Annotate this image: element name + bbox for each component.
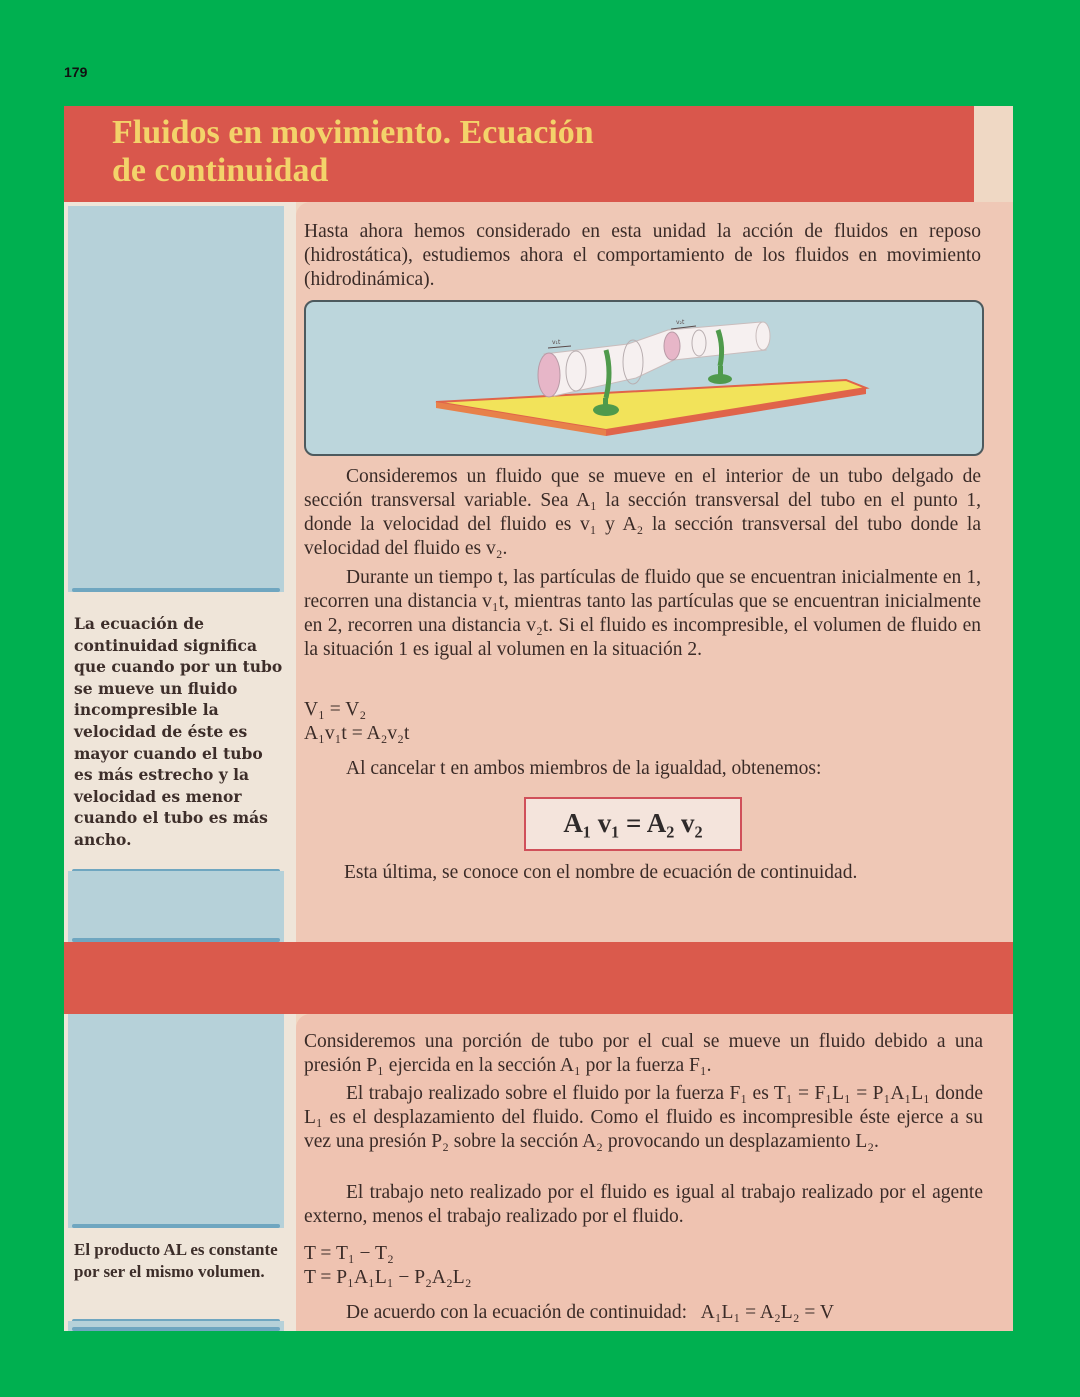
paragraph-cancel-t: Al cancelar t en ambos miembros de la igualdad, obtenemos: (346, 758, 822, 779)
section-divider-band (64, 942, 1013, 1014)
paragraph-pressure: Consideremos una porción de tubo por el cual se mueve un fluido debido a una presión P₁ ejercida en la sección A₁ por la fuerza F₁. (304, 1031, 983, 1076)
sidebar-blue-block-3 (68, 1014, 284, 1228)
paragraph-net-work: El trabajo neto realizado por el fluido es igual al trabajo realizado por el agente externo, menos el trabajo realizado por el fluido. (304, 1182, 983, 1227)
svg-text:v₂t: v₂t (676, 319, 685, 326)
page-title (112, 114, 594, 190)
intro-paragraph: Hasta ahora hemos considerado en esta unidad la acción de fluidos en reposo (hidrostática), estudiemos ahora el comportamiento de los fluidos en movimiento (hidrodinámica). (304, 221, 981, 290)
svg-text:v₁t: v₁t (552, 339, 561, 346)
sidebar-blue-block-4 (68, 1321, 284, 1331)
paragraph-tube-description: Consideremos un fluido que se mueve en el interior de un tubo delgado de sección transversal variable. Sea A₁ la sección transversal del tubo en el punto 1, donde la velocidad del fluido es v₁ y A₂ la sección transversal del tubo donde la velocidad del fluido es v₂. (304, 466, 981, 559)
continuity-equation-box: A₁ v₁ = A₂ v₂ (524, 797, 742, 851)
title-band (64, 106, 974, 202)
textbook-page (64, 106, 1013, 1331)
equation-volume-expanded: A₁v₁t = A₂v₂t (304, 723, 410, 744)
paragraph-continuity-volume: De acuerdo con la ecuación de continuidad: A₁L₁ = A₂L₂ = V (346, 1302, 834, 1323)
tube-illustration-icon (306, 302, 982, 454)
equation-net-work: T = T₁ − T₂ (304, 1243, 394, 1264)
title-line-1: Fluidos en movimiento. Ecuación (112, 114, 594, 151)
page-number: 179 (64, 64, 88, 80)
sidebar-blue-block (68, 206, 284, 592)
margin-strip (974, 106, 1013, 202)
paragraph-work-force: El trabajo realizado sobre el fluido por la fuerza F₁ es T₁ = F₁L₁ = P₁A₁L₁ donde L₁ es el desplazamiento del fluido. Como el fluido es incompresible éste ejerce a su vez una presión P₂ sobre la sección A₂ provocando un desplazamiento L₂. (304, 1083, 983, 1152)
paragraph-continuity-name: Esta última, se conoce con el nombre de ecuación de continuidad. (344, 862, 858, 883)
equation-volume: V₁ = V₂ (304, 699, 367, 720)
sidebar-blue-block-2 (68, 871, 284, 942)
title-line-2: de continuidad (112, 152, 329, 189)
side-note-continuity: La ecuación de continuidad significa que cuando por un tubo se mueve un fluido incompresible la velocidad de éste es mayor cuando el tubo es más estrecho y la velocidad es menor cuando el tubo es más ancho. (74, 614, 283, 849)
side-note-product-al: El producto AL es constante por ser el mismo volumen. (74, 1240, 278, 1281)
equation-net-work-expanded: T = P₁A₁L₁ − P₂A₂L₂ (304, 1267, 472, 1288)
tube-figure (304, 300, 984, 456)
paragraph-particles: Durante un tiempo t, las partículas de fluido que se encuentran inicialmente en 1, recorren una distancia v₁t, mientras tanto las partículas que se encuentran inicialmente en 2, recorren una distancia v₂t. Si el fluido es incompresible, el volumen de fluido en la situación 1 es igual al volumen en la situación 2. (304, 567, 981, 660)
